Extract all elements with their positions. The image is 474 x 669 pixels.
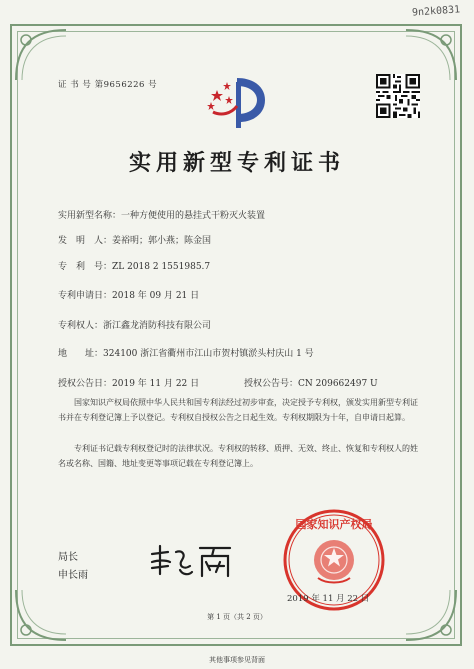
field-value: 2018 年 09 月 21 日 <box>112 291 200 301</box>
handwritten-signature-icon <box>146 540 236 582</box>
seal-text: 国家知识产权局 <box>295 518 373 531</box>
qr-code-icon <box>376 74 420 118</box>
field-patent-holder <box>58 318 211 331</box>
field-utility-model-name <box>58 208 265 221</box>
handwritten-note: 9n2k0831 <box>411 4 461 19</box>
field-value: 浙江鑫龙消防科技有限公司 <box>103 321 212 331</box>
field-value: 324100 浙江省衢州市江山市贺村镇淤头村庆山 1 号 <box>103 349 314 359</box>
field-label: 专利申请日： <box>58 291 113 301</box>
field-value: 一种方便使用的悬挂式干粉灭火装置 <box>121 211 266 221</box>
grant-statement: 国家知识产权局依照中华人民共和国专利法经过初步审查，决定授予专利权，颁发实用新型专利证书并在专利登记簿上予以登记。专利权自授权公告之日起生效。专利权期限为十年，自申请日起算。 <box>58 398 418 422</box>
field-address <box>58 346 314 359</box>
footer-note: 其他事项参见背面 <box>209 656 265 664</box>
field-grant-date <box>58 376 199 389</box>
field-value: CN 209662497 U <box>298 379 378 389</box>
certificate-number: 证 书 号 第9656226 号 <box>58 80 158 90</box>
field-patent-number <box>58 259 210 272</box>
certificate-title: 实用新型专利证书 <box>128 150 345 176</box>
field-value: 2019 年 11 月 22 日 <box>112 379 200 389</box>
cnipa-logo-icon <box>203 72 273 132</box>
field-value: 姜裕明；郭小燕；陈金国 <box>112 236 212 246</box>
field-grant-number <box>244 376 378 389</box>
field-label: 专利权人： <box>58 321 104 331</box>
field-label: 授权公告日： <box>58 379 113 389</box>
field-inventor <box>58 233 211 246</box>
field-label: 发 明 人： <box>58 236 113 246</box>
field-application-date <box>58 288 199 301</box>
legal-status-statement: 专利证书记载专利权登记时的法律状况。专利权的转移、质押、无效、终止、恢复和专利权人的姓名或名称、国籍、地址变更等事项记载在专利登记簿上。 <box>58 444 418 468</box>
field-label: 专 利 号： <box>58 262 113 272</box>
corner-ornament-icon <box>12 26 70 84</box>
signatory-role: 局长 <box>58 552 78 563</box>
field-value: ZL 2018 2 1551985.7 <box>112 262 211 272</box>
field-label: 实用新型名称： <box>58 211 122 221</box>
seal-date: 2019 年 11 月 22 日 <box>287 594 370 604</box>
signatory-name: 申长雨 <box>58 570 88 581</box>
field-label: 地 址： <box>58 349 104 359</box>
page-indicator: 第 1 页（共 2 页） <box>207 613 267 621</box>
field-label: 授权公告号： <box>244 379 299 389</box>
